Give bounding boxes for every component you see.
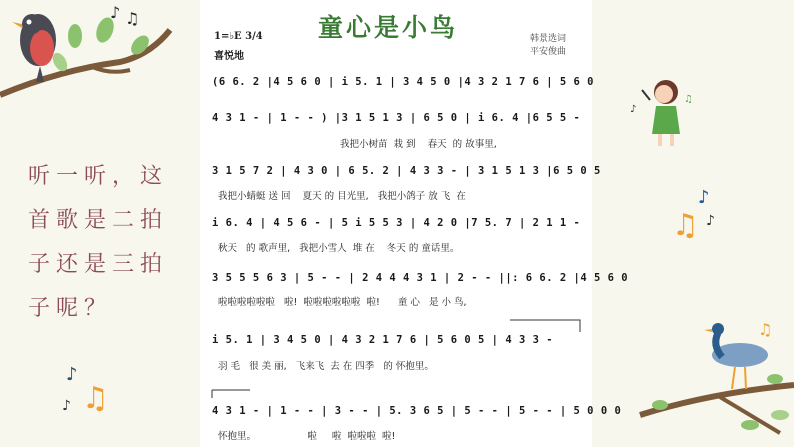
svg-text:♪: ♪ — [698, 187, 710, 208]
svg-text:♪: ♪ — [630, 104, 637, 115]
peacock-on-branch-illustration — [600, 315, 794, 447]
lyrics-row: 我把小树苗 栽 到 春天 的 故事里, — [340, 139, 497, 150]
svg-text:♫: ♫ — [125, 9, 140, 28]
volta-brackets — [210, 318, 590, 408]
notation-row: i 6. 4 | 4 5 6 - | 5 i 5 5 3 | 4 2 0 |7 5. 7 | 2 1 1 - — [212, 217, 581, 229]
question-line: 子还是三拍 — [28, 252, 169, 277]
svg-text:♫: ♫ — [684, 94, 693, 105]
music-notes-icon — [668, 185, 728, 245]
lyricist-credit: 韩景选词 — [530, 34, 567, 44]
notation-row: 3 5 5 5 6 3 | 5 - - | 2 4 4 4 3 1 | 2 - - ||: 6 6. 2 |4 5 6 0 — [212, 272, 629, 284]
notation-row: i 5. 1 | 3 4 5 0 | 4 3 2 1 7 6 | 5 6 0 5 | 4 3 3 - — [212, 334, 554, 346]
notation-row: (6 6. 2 |4 5 6 0 | i 5. 1 | 3 4 5 0 |4 3 2 1 7 6 | 5 6 0 — [212, 76, 595, 88]
notation-row: 4 3 1 - | 1 - - | 3 - - | 5. 3 6 5 | 5 - - | 5 - - | 5 0 0 0 — [212, 405, 622, 417]
svg-text:♪: ♪ — [110, 3, 121, 22]
question-line: 首歌是二拍 — [28, 208, 169, 233]
lyrics-row: 啦啦啦啦啦啦 啦! 啦啦啦啦啦啦 啦! 童 心 是 小 鸟, — [218, 297, 467, 308]
composer-credit: 平安俊曲 — [530, 47, 567, 57]
notation-row: 3 1 5 7 2 | 4 3 0 | 6 5. 2 | 4 3 3 - | 3 1 5 1 3 |6 5 0 5 — [212, 165, 601, 177]
lyrics-row: 怀抱里。 啦 啦 啦啦啦 啦! — [218, 431, 396, 442]
question-line: 听一听，这 — [28, 164, 169, 189]
svg-text:♫: ♫ — [82, 381, 109, 416]
singing-girl-illustration — [628, 72, 698, 152]
svg-text:♪: ♪ — [66, 364, 78, 385]
lyrics-row: 羽 毛 很 美 丽, 飞来飞 去 在 四季 的 怀抱里。 — [218, 361, 434, 372]
svg-text:♪: ♪ — [62, 398, 71, 414]
svg-text:♫: ♫ — [758, 320, 773, 339]
lyrics-row: 秋天 的 歌声里, 我把小雪人 堆 在 冬天 的 童话里。 — [218, 243, 460, 254]
tempo-marking: 喜悦地 — [214, 51, 244, 62]
bird-on-branch-illustration — [0, 0, 200, 120]
svg-text:♫: ♫ — [672, 208, 699, 243]
music-notes-icon — [60, 360, 120, 420]
question-text — [28, 155, 188, 331]
svg-text:♪: ♪ — [706, 213, 715, 229]
question-line: 子呢？ — [28, 296, 113, 321]
key-signature: 1=♭E 3/4 — [214, 31, 263, 42]
song-title: 童心是小鸟 — [318, 13, 459, 42]
notation-row: 4 3 1 - | 1 - - ) |3 1 5 1 3 | 6 5 0 | i 6. 4 |6 5 5 - — [212, 112, 581, 124]
lyrics-row: 我把小蜻蜓 送 回 夏天 的 目光里, 我把小鸽子 放 飞 在 — [218, 191, 466, 202]
